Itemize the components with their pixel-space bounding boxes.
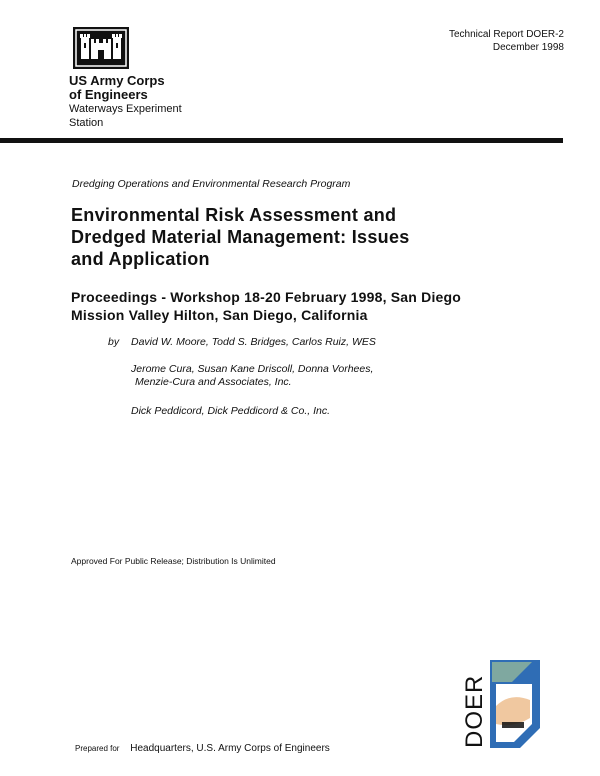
doer-logo-text: DOER: [462, 674, 488, 748]
author-group-2-line-2: Menzie-Cura and Associates, Inc.: [135, 376, 292, 388]
subtitle-line-2: Mission Valley Hilton, San Diego, California: [71, 307, 368, 323]
author-group-3: [131, 405, 330, 418]
castle-icon: [73, 27, 129, 69]
distribution-statement: Approved For Public Release; Distribution Is Unlimited: [71, 556, 276, 566]
author-group-2: [131, 363, 373, 389]
title-line-2: Dredged Material Management: Issues: [71, 227, 410, 247]
org-line-1: US Army Corps: [69, 73, 165, 88]
prepared-for: [75, 743, 330, 754]
document-subtitle: [71, 288, 551, 324]
org-line-4: Station: [69, 117, 104, 129]
author-group-1: [131, 336, 376, 349]
usace-castle-logo: [73, 27, 129, 69]
doer-logo: [462, 658, 542, 750]
title-line-3: and Application: [71, 249, 210, 269]
report-info: [449, 28, 564, 54]
org-line-3: Waterways Experiment: [69, 103, 182, 115]
by-label: by: [108, 336, 120, 348]
header-rule: [0, 138, 563, 143]
report-number: Technical Report DOER-2: [448, 29, 564, 40]
report-date: December 1998: [492, 42, 564, 53]
organization-name: [69, 74, 182, 130]
author-group-2-line-1: Jerome Cura, Susan Kane Driscoll, Donna Vorhees,: [131, 363, 374, 375]
title-line-1: Environmental Risk Assessment and: [71, 205, 397, 225]
prepared-for-label: Prepared for: [75, 744, 120, 753]
document-title: [71, 204, 541, 270]
subtitle-line-1: Proceedings - Workshop 18-20 February 1998, San Diego: [71, 289, 462, 305]
author-group-3-text: Dick Peddicord, Dick Peddicord & Co., Inc.: [131, 405, 330, 417]
program-name: Dredging Operations and Environmental Research Program: [72, 178, 351, 190]
org-line-2: of Engineers: [69, 87, 148, 102]
doer-hexagon-icon: [462, 658, 542, 750]
prepared-for-agency: Headquarters, U.S. Army Corps of Engineers: [130, 743, 330, 754]
author-group-1-text: David W. Moore, Todd S. Bridges, Carlos Ruiz, WES: [131, 336, 376, 348]
